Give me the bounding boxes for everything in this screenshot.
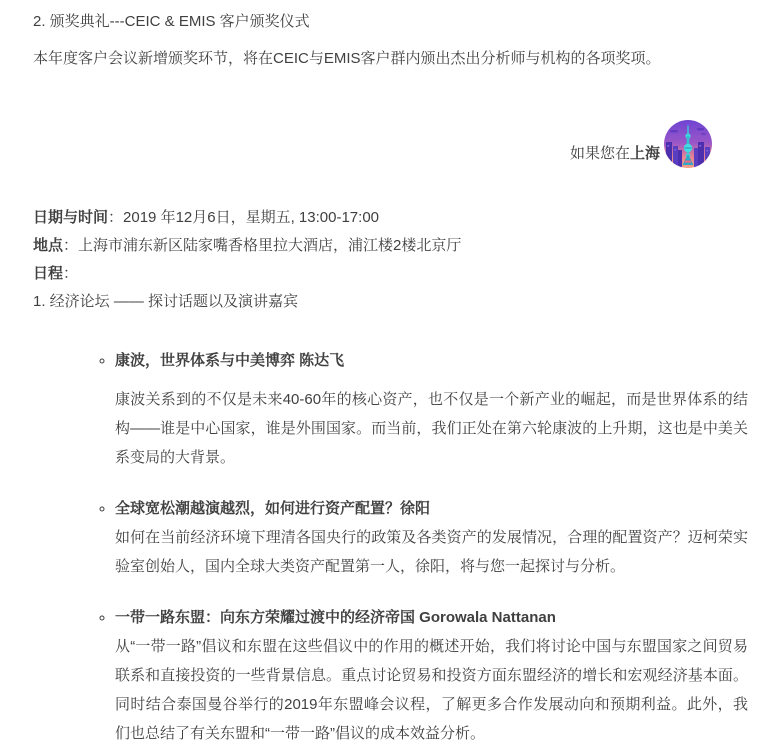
topic-item: [115, 346, 748, 472]
topic-list: [33, 346, 748, 748]
intro-paragraph: 本年度客户会议新增颁奖环节，将在CEIC与EMIS客户群内颁出杰出分析师与机构的各项奖项。: [33, 50, 661, 67]
topic-description: 康波关系到的不仅是未来40-60年的核心资产，也不仅是一个新产业的崛起，而是世界体系的结构——谁是中心国家，谁是外围国家。而当前，我们正处在第六轮康波的上升期，这也是中美关系变局的大背景。: [115, 391, 748, 466]
banner-prefix: 如果您在: [569, 145, 630, 162]
info-label: 日期与时间: [33, 209, 109, 226]
topic-title: ◦ 康波，世界体系与中美博弈 陈达飞: [115, 352, 345, 369]
topic-description: 如何在当前经济环境下理清各国央行的政策及各类资产的发展情况，合理的配置资产？迈柯荣实验室创始人，国内全球大类资产配置第一人，徐阳，将与您一起探讨与分析。: [115, 529, 748, 575]
topic-item: [115, 603, 748, 748]
info-label: 地点: [33, 237, 64, 254]
info-value: 2019 年12月6日，星期五, 13:00-17:00: [123, 209, 379, 226]
section-title: 2. 颁奖典礼---CEIC & EMIS 客户颁奖仪式: [33, 13, 310, 30]
shanghai-skyline-icon: [664, 120, 712, 168]
info-line: [33, 260, 748, 288]
event-info-block: [33, 204, 748, 316]
info-colon: ：: [63, 237, 79, 254]
info-line: [33, 232, 748, 260]
shanghai-banner-text: [570, 142, 660, 168]
info-line: [33, 204, 748, 232]
agenda-intro: 1. 经济论坛 —— 探讨话题以及演讲嘉宾: [33, 293, 299, 310]
topic-title: ◦ 一带一路东盟：向东方荣耀过渡中的经济帝国 Gorowala Nattanan: [115, 609, 556, 626]
topic-item: [115, 494, 748, 581]
info-label: 日程: [33, 265, 64, 282]
topic-title: ◦ 全球宽松潮越演越烈，如何进行资产配置？徐阳: [115, 500, 431, 517]
banner-city: 上海: [629, 145, 660, 162]
info-colon: ：: [63, 265, 79, 282]
info-value: 上海市浦东新区陆家嘴香格里拉大酒店，浦江楼2楼北京厅: [78, 237, 462, 254]
shanghai-banner: [33, 120, 748, 168]
info-colon: ：: [108, 209, 124, 226]
topic-description: 从“一带一路”倡议和东盟在这些倡议中的作用的概述开始，我们将讨论中国与东盟国家之间贸易联系和直接投资的一些背景信息。重点讨论贸易和投资方面东盟经济的增长和宏观经济基本面。同时结合泰国曼谷举行的2019年东盟峰会议程，了解更多合作发展动向和预期利益。此外，我们也总结了有关东盟和“一带一路”倡议的成本效益分析。: [115, 638, 748, 742]
